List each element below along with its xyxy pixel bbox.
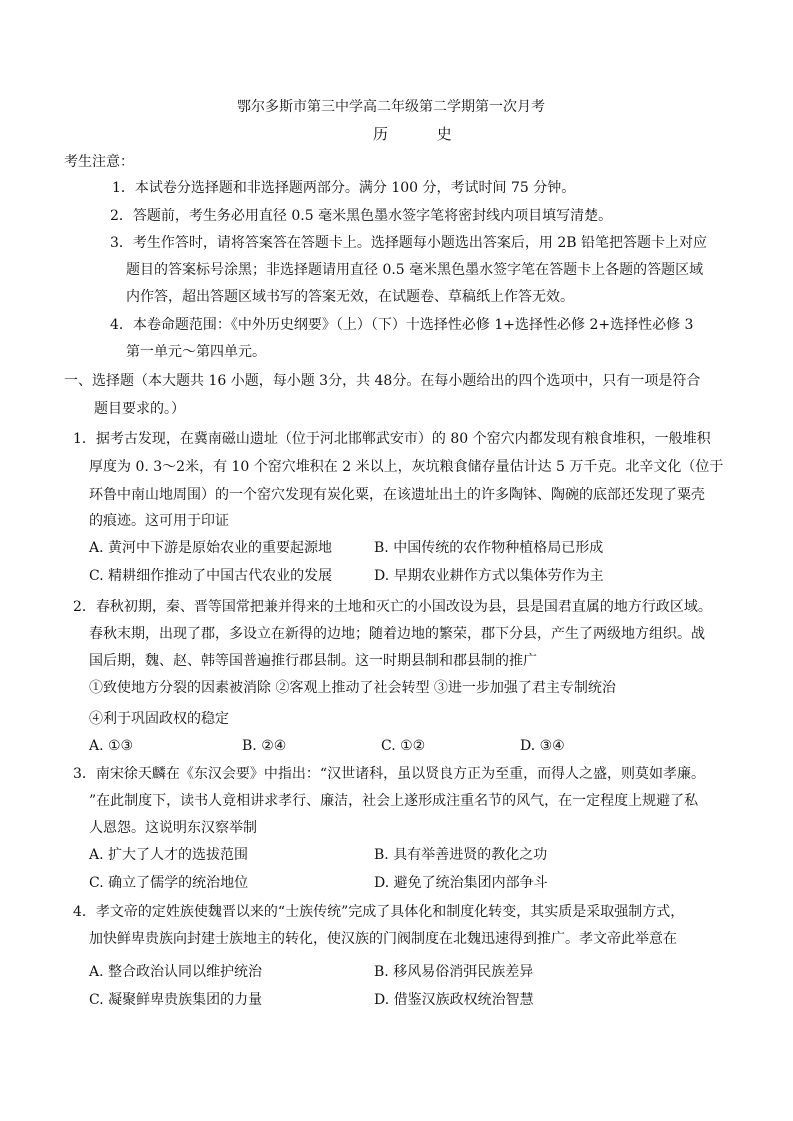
- notice-item-3-line-3: 内作答，超出答题区域书写的答案无效，在试题卷、草稿纸上作答无效。: [126, 289, 574, 305]
- question-1-option-c[interactable]: C. 精耕细作推动了中国古代农业的发展: [89, 568, 333, 584]
- question-1-line-3: 环鲁中南山地周围）的一个窑穴发现有炭化粟，在该遗址出土的许多陶钵、陶碗的底部还发现了粟壳: [89, 487, 705, 503]
- question-2-statements-line-1: ①致使地方分裂的因素被消除 ②客观上推动了社会转型 ③进一步加强了君主专制统治: [89, 680, 616, 696]
- section-heading-line-2: 题目要求的。）: [94, 401, 185, 417]
- notice-item-1: 1．本试卷分选择题和非选择题两部分。满分 100 分，考试时间 75 分钟。: [112, 180, 576, 196]
- question-3-line-3: 人恩怨。这说明东汉察举制: [89, 820, 257, 836]
- question-4-line-2: 加快鲜卑贵族向封建士族地主的转化，使汉族的门阀制度在北魏迅速得到推广。孝文帝此举意在: [89, 931, 677, 947]
- question-3-option-a[interactable]: A. 扩大了人才的选拔范围: [89, 847, 249, 863]
- notice-item-3-line-1: 3．考生作答时，请将答案答在答题卡上。选择题每小题选出答案后，用 2B 铅笔把答题卡上对应: [110, 235, 708, 251]
- question-4-option-b[interactable]: B. 移风易俗消弭民族差异: [374, 964, 534, 980]
- notice-heading: 考生注意：: [64, 154, 134, 170]
- question-3-line-1: 3．南宋徐天麟在《东汉会要》中指出：“汉世诸科，虽以贤良方正为至重，而得人之盛，则莫如孝廉。: [73, 766, 706, 782]
- question-2-line-3: 国后期，魏、赵、韩等国普遍推行郡县制。这一时期县制和郡县制的推广: [89, 653, 537, 669]
- question-4-option-c[interactable]: C. 凝聚鲜卑贵族集团的力量: [89, 992, 263, 1008]
- question-4-line-1: 4．孝文帝的定姓族使魏晋以来的“士族传统”完成了具体化和制度化转变，其实质是采取强制方式，: [73, 904, 685, 920]
- question-3-option-c[interactable]: C. 确立了儒学的统治地位: [89, 875, 249, 891]
- question-2-line-1: 2．春秋初期，秦、晋等国常把兼并得来的土地和灭亡的小国改设为县，县是国君直属的地方行政区域。: [73, 599, 712, 615]
- notice-item-4-line-1: 4．本卷命题范围：《中外历史纲要》（上）（下）十选择性必修 1+选择性必修 2+选择性必修 3: [110, 317, 694, 333]
- question-1-option-d[interactable]: D. 早期农业耕作方式以集体劳作为主: [374, 568, 604, 584]
- question-1-option-a[interactable]: A. 黄河中下游是原始农业的重要起源地: [89, 540, 333, 556]
- question-2-option-a[interactable]: A. ①③: [89, 738, 134, 754]
- question-2-option-c[interactable]: C. ①②: [381, 738, 426, 754]
- question-2-line-2: 春秋末期，出现了郡，多设立在新得的边地；随着边地的繁荣，郡下分县，产生了两级地方组织。战: [89, 626, 705, 642]
- subject-title: 历 史: [373, 125, 474, 143]
- question-2-option-d[interactable]: D. ③④: [520, 738, 565, 754]
- exam-title: 鄂尔多斯市第三中学高二年级第二学期第一次月考: [237, 99, 545, 115]
- question-2-statements-line-2: ④利于巩固政权的稳定: [89, 711, 229, 727]
- question-4-option-a[interactable]: A. 整合政治认同以维护统治: [89, 964, 263, 980]
- notice-item-4-line-2: 第一单元～第四单元。: [126, 344, 266, 360]
- question-1-option-b[interactable]: B. 中国传统的农作物种植格局已形成: [374, 540, 604, 556]
- notice-item-3-line-2: 题目的答案标号涂黑；非选择题请用直径 0.5 毫米黑色墨水签字笔在答题卡上各题的答题区域: [126, 262, 704, 278]
- question-3-option-d[interactable]: D. 避免了统治集团内部争斗: [374, 875, 548, 891]
- question-3-option-b[interactable]: B. 具有举善进贤的教化之功: [374, 847, 548, 863]
- question-2-option-b[interactable]: B. ②④: [242, 738, 287, 754]
- section-heading-line-1: 一、选择题（本大题共 16 小题，每小题 3分，共 48分。在每小题给出的四个选项中，只有一项是符合: [64, 373, 701, 389]
- question-1-line-4: 的痕迹。这可用于印证: [89, 513, 229, 529]
- question-3-line-2: ”在此制度下，读书人竟相讲求孝行、廉洁，社会上遂形成注重名节的风气，在一定程度上规避了私: [89, 793, 699, 809]
- question-1-line-1: 1．据考古发现，在冀南磁山遗址（位于河北邯郸武安市）的 80 个窑穴内都发现有粮食堆积，一般堆积: [73, 431, 711, 447]
- question-4-option-d[interactable]: D. 借鉴汉族政权统治智慧: [374, 992, 534, 1008]
- notice-item-2: 2．答题前，考生务必用直径 0.5 毫米黑色墨水签字笔将密封线内项目填写清楚。: [110, 208, 613, 224]
- question-1-line-2: 厚度为 0. 3～2米，有 10 个窑穴堆积在 2 米以上，灰坑粮食储存量估计达 5 万千克。北辛文化（位于: [89, 459, 724, 475]
